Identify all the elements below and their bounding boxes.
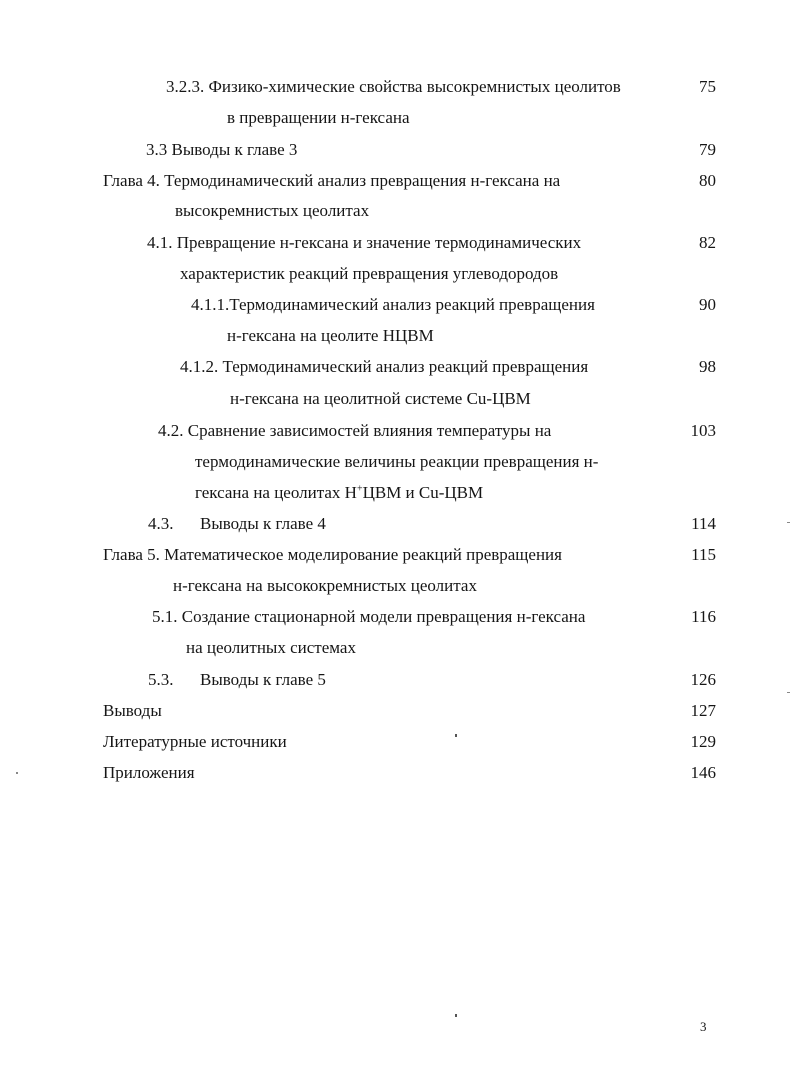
page-number: 3: [700, 1019, 707, 1034]
toc-entry-4-1-title: 4.1. Превращение н-гексана и значение термодинамических: [147, 233, 582, 252]
toc-entry-4-3-page: 114: [691, 514, 716, 533]
toc-entry-5-3-number: 5.3.: [148, 670, 174, 689]
toc-entry-5-1-page: 116: [691, 607, 716, 626]
scan-speck: [787, 522, 790, 523]
toc-entry-conclusions-title: Выводы: [103, 701, 162, 720]
toc-entry-chapter-4-page: 80: [699, 171, 716, 190]
toc-entry-4-1-2-title-cont: н-гексана на цеолитной системе Cu-ЦВМ: [230, 389, 531, 408]
toc-entry-4-2-title-cont-2: [195, 483, 483, 503]
toc-entry-5-3-page: 126: [690, 670, 716, 689]
toc-entry-appendices-page: 146: [690, 763, 716, 782]
toc-entry-4-3-title: Выводы к главе 4: [200, 514, 326, 533]
toc-entry-references-title: Литературные источники: [103, 732, 287, 751]
toc-entry-4-1-2-title: 4.1.2. Термодинамический анализ реакций превращения: [180, 357, 589, 376]
toc-entry-4-1-1-page: 90: [699, 295, 716, 314]
toc-entry-4-2-line3-end: ЦВМ и Cu-ЦВМ: [362, 483, 484, 502]
toc-entry-4-2-line3-start: гексана на цеолитах Н: [195, 483, 357, 502]
toc-entry-4-1-2-page: 98: [699, 357, 716, 376]
toc-entry-3-2-3-page: 75: [699, 77, 716, 96]
toc-entry-3-3-title: 3.3 Выводы к главе 3: [146, 140, 298, 159]
toc-entry-chapter-4-title-cont: высокремнистых цеолитах: [175, 201, 370, 220]
scan-speck: [455, 734, 457, 737]
scan-speck: [787, 692, 790, 693]
toc-entry-5-3-title: Выводы к главе 5: [200, 670, 326, 689]
toc-entry-chapter-5-page: 115: [691, 545, 716, 564]
scan-speck: [16, 772, 18, 774]
toc-entry-3-2-3-title: 3.2.3. Физико-химические свойства высокремнистых цеолитов: [166, 77, 621, 96]
toc-entry-conclusions-page: 127: [690, 701, 716, 720]
toc-entry-5-1-title-cont: на цеолитных системах: [186, 638, 356, 657]
toc-entry-3-2-3-title-cont: в превращении н-гексана: [227, 108, 410, 127]
toc-entry-4-2-page: 103: [690, 421, 716, 440]
toc-entry-chapter-5-title-cont: н-гексана на высококремнистых цеолитах: [173, 576, 477, 595]
toc-entry-5-1-title: 5.1. Создание стационарной модели превращения н-гексана: [152, 607, 586, 626]
toc-entry-4-2-line3-sup: +: [356, 483, 363, 495]
toc-entry-4-2-title: 4.2. Сравнение зависимостей влияния температуры на: [158, 421, 552, 440]
toc-entry-4-1-page: 82: [699, 233, 716, 252]
toc-entry-4-1-title-cont: характеристик реакций превращения углеводородов: [180, 264, 559, 283]
scan-speck: [455, 1014, 457, 1017]
toc-entry-references-page: 129: [690, 732, 716, 751]
toc-entry-4-3-number: 4.3.: [148, 514, 174, 533]
toc-entry-appendices-title: Приложения: [103, 763, 195, 782]
toc-entry-4-1-1-title-cont: н-гексана на цеолите НЦВМ: [227, 326, 434, 345]
toc-entry-3-3-page: 79: [699, 140, 716, 159]
toc-entry-chapter-4-title: Глава 4. Термодинамический анализ превращения н-гексана на: [103, 171, 561, 190]
toc-entry-4-2-title-cont: термодинамические величины реакции превращения н-: [195, 452, 599, 471]
toc-entry-4-1-1-title: 4.1.1.Термодинамический анализ реакций превращения: [191, 295, 595, 314]
toc-entry-chapter-5-title: Глава 5. Математическое моделирование реакций превращения: [103, 545, 562, 564]
